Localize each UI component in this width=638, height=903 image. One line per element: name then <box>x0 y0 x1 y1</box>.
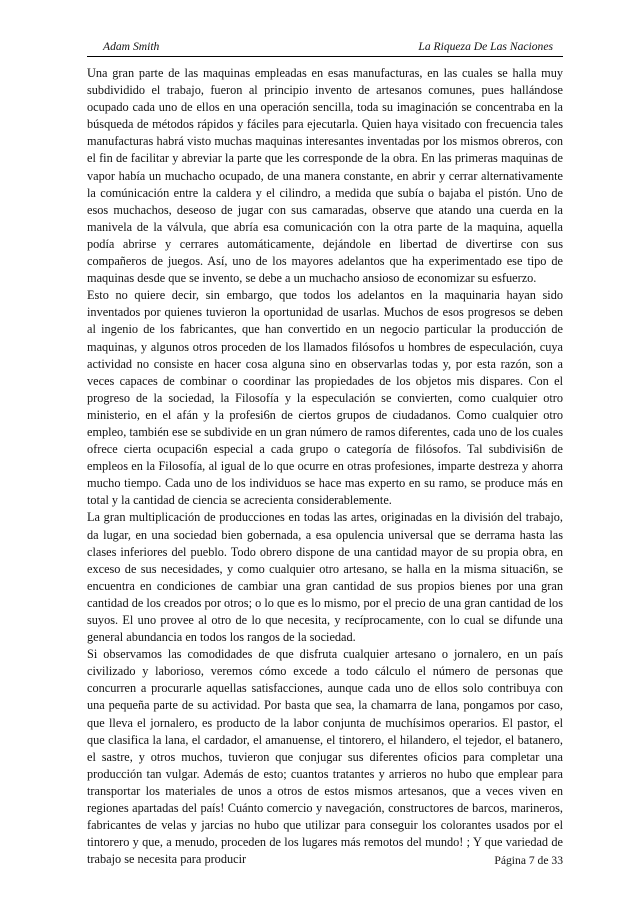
header-author: Adam Smith <box>103 40 160 53</box>
paragraph: Esto no quiere decir, sin embargo, que todos los adelantos en la maquinaria hayan sido inventados por quienes tuvieron la oportunidad de usarlas. Muchos de esos progresos se deben al ingenio de los fabricantes, que han convertido en un negocio particular la producción de maquinas, y algunos otros proceden de los llamados filósofos u hombres de especulación, cuya actividad no consiste en hacer cosa alguna sino en observarlas todas y, por esta razón, son a veces capaces de combinar o coordinar las propiedades de los objetos mis dispares. Con el progreso de la sociedad, la Filosofía y la especulación se convierten, como cualquier otro ministerio, en el afán y la profesi6n de ciertos grupos de ciudadanos. Como cualquier otro empleo, también ese se subdivide en un gran número de ramos diferentes, cada uno de los cuales ofrece cierta ocupaci6n especial a cada grupo o categoría de filósofos. Tal subdivisi6n de empleos en la Filosofía, al igual de lo que ocurre en otras profesiones, imparte destreza y ahorra mucho tiempo. Cada uno de los individuos se hace mas experto en su ramo, se produce más en total y la cantidad de ciencia se acrecienta considerablemente. <box>87 288 564 508</box>
paragraph: Una gran parte de las maquinas empleadas en esas manufacturas, en las cuales se halla muy subdividido el trabajo, fueron al principio invento de artesanos comunes, pues hallándose ocupado cada uno de ellos en una operación sencilla, toda su imaginación se concentraba en la búsqueda de métodos rápidos y fáciles para ejecutarla. Quien haya visitado con frecuencia tales manufacturas habrá visto muchas maquinas interesantes inventadas por los mismos obreros, con el fin de facilitar y abreviar la parte que les corresponde de la obra. En las primeras maquinas de vapor había un muchacho ocupado, de una manera constante, en abrir y cerrar alternativamente la comúnicación entre la caldera y el cilindro, a medida que subía o bajaba el pistón. Uno de esos muchachos, deseoso de jugar con sus camaradas, observe que atando una cuerda en la manivela de la válvula, que abría esa comunicación con la otra parte de la maquina, aquella podía abrirse y cerrares automáticamente, dejándole en libertad de divertirse con sus compañeros de juegos. Así, uno de los mayores adelantos que ha experimentado ese tipo de maquinas desde que se invento, se debe a un muchacho ansioso de economizar su esfuerzo. <box>87 66 563 286</box>
header-title: La Riqueza De Las Naciones <box>418 40 553 53</box>
paragraph: Si observamos las comodidades de que disfruta cualquier artesano o jornalero, en un país civilizado y laborioso, veremos cómo excede a todo cálculo el número de personas que concurren a procurarle aquellas satisfacciones, aunque cada uno de ellos solo contribuya con una pequeña parte de su actividad. Por basta que sea, la chamarra de lana, pongamos por caso, que lleva el jornalero, es producto de la labor conjunta de muchísimos operarios. El pastor, el que clasifica la lana, el cardador, el amanuense, el tintorero, el hilandero, el tejedor, el batanero, el sastre, y otros muchos, tuvieron que conjugar sus diferentes oficios para completar una producción tan vulgar. Además de esto; cuantos tratantes y arrieros no hubo que emplear para transportar los materiales de unos a otros de estos mismos artesanos, que a veces viven en regiones apartadas del país! Cuánto comercio y navegación, constructores de barcos, marineros, fabricantes de velas y jarcias no hubo que utilizar para conseguir los colorantes usados por el tintorero y que, a menudo, proceden de los lugares más remotos del mundo! ; Y que variedad de trabajo se necesita para producir <box>87 647 563 867</box>
page-header <box>87 39 563 57</box>
paragraph: La gran multiplicación de producciones en todas las artes, originadas en la división del trabajo, da lugar, en una sociedad bien gobernada, a esa opulencia universal que se derrama hasta las clases inferiores del pueblo. Todo obrero dispone de una cantidad mayor de su propia obra, en exceso de sus necesidades, y como cualquier otro artesano, se halla en la misma situaci6n, se encuentra en condiciones de cambiar una gran cantidad de sus propios bienes por una gran cantidad de los creados por otros; o lo que es lo mismo, por el precio de una gran cantidad de los suyos. El uno provee al otro de lo que necesita, y recíprocamente, con lo cual se difunde una general abundancia en todos los rangos de la sociedad. <box>87 510 563 645</box>
page-number: Página 7 de 33 <box>494 854 563 867</box>
